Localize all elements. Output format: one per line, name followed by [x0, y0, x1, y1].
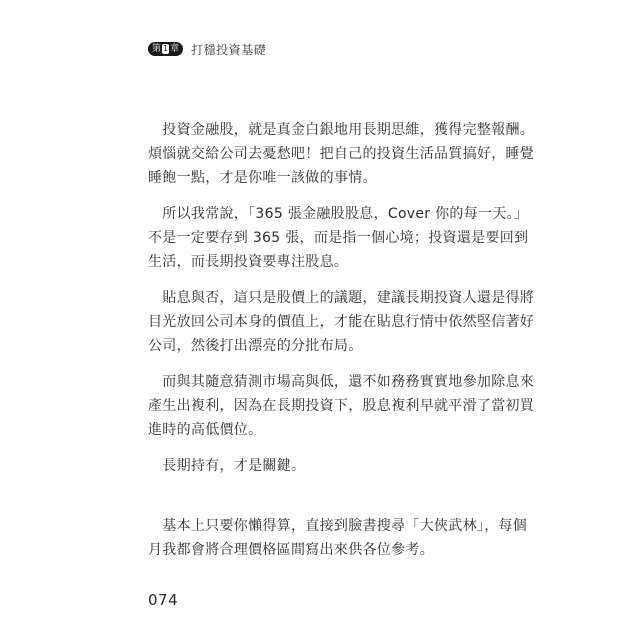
- paragraph-line: 基本上只要你懶得算，直接到臉書搜尋「大俠武林」，每個: [148, 518, 528, 534]
- paragraph-1: [148, 118, 535, 190]
- paragraph-line: 而與其隨意猜測市場高與低，還不如務務實實地參加除息來: [148, 374, 535, 390]
- paragraph-2: [148, 202, 529, 274]
- chapter-title: 打穩投資基礎: [191, 42, 267, 57]
- paragraph-3: [148, 286, 535, 358]
- chapter-badge: [148, 42, 183, 56]
- paragraph-line: 長期持有，才是關鍵。: [148, 458, 306, 474]
- paragraph-line: 煩惱就交給公司去憂愁吧！把自己的投資生活品質搞好，睡覺: [148, 146, 535, 162]
- paragraph-line: 貼息與否，這只是股價上的議題，建議長期投資人還是得將: [148, 290, 535, 306]
- paragraph-line: 所以我常說，「365 張金融股股息，Cover 你的每一天。」: [148, 206, 529, 222]
- paragraph-line: 進時的高低價位。: [148, 422, 263, 438]
- paragraph-5: [148, 454, 508, 478]
- paragraph-line: 產生出複利，因為在長期投資下，股息複利早就平滑了當初買: [148, 398, 535, 414]
- paragraph-line: 投資金融股，就是真金白銀地用長期思維，獲得完整報酬。: [148, 122, 535, 138]
- paragraph-6: [148, 514, 528, 562]
- paragraph-line: 生活，而長期投資要專注股息。: [148, 254, 349, 270]
- page-number: 074: [148, 591, 179, 609]
- paragraph-line: 目光放回公司本身的價值上，才能在貼息行情中依然堅信著好: [148, 314, 535, 330]
- paragraph-line: 睡飽一點，才是你唯一該做的事情。: [148, 170, 377, 186]
- running-header: [148, 39, 266, 59]
- paragraph-line: 公司，然後打出漂亮的分批布局。: [148, 338, 363, 354]
- paragraph-line: 不是一定要存到 365 張，而是指一個心境；投資還是要回到: [148, 230, 529, 246]
- chapter-badge-number: 1: [163, 44, 169, 53]
- chapter-badge-suffix: 章: [170, 44, 180, 54]
- paragraph-line: 月我都會將合理價格區間寫出來供各位參考。: [148, 542, 434, 558]
- paragraph-4: [148, 370, 535, 442]
- chapter-badge-prefix: 第: [152, 44, 162, 54]
